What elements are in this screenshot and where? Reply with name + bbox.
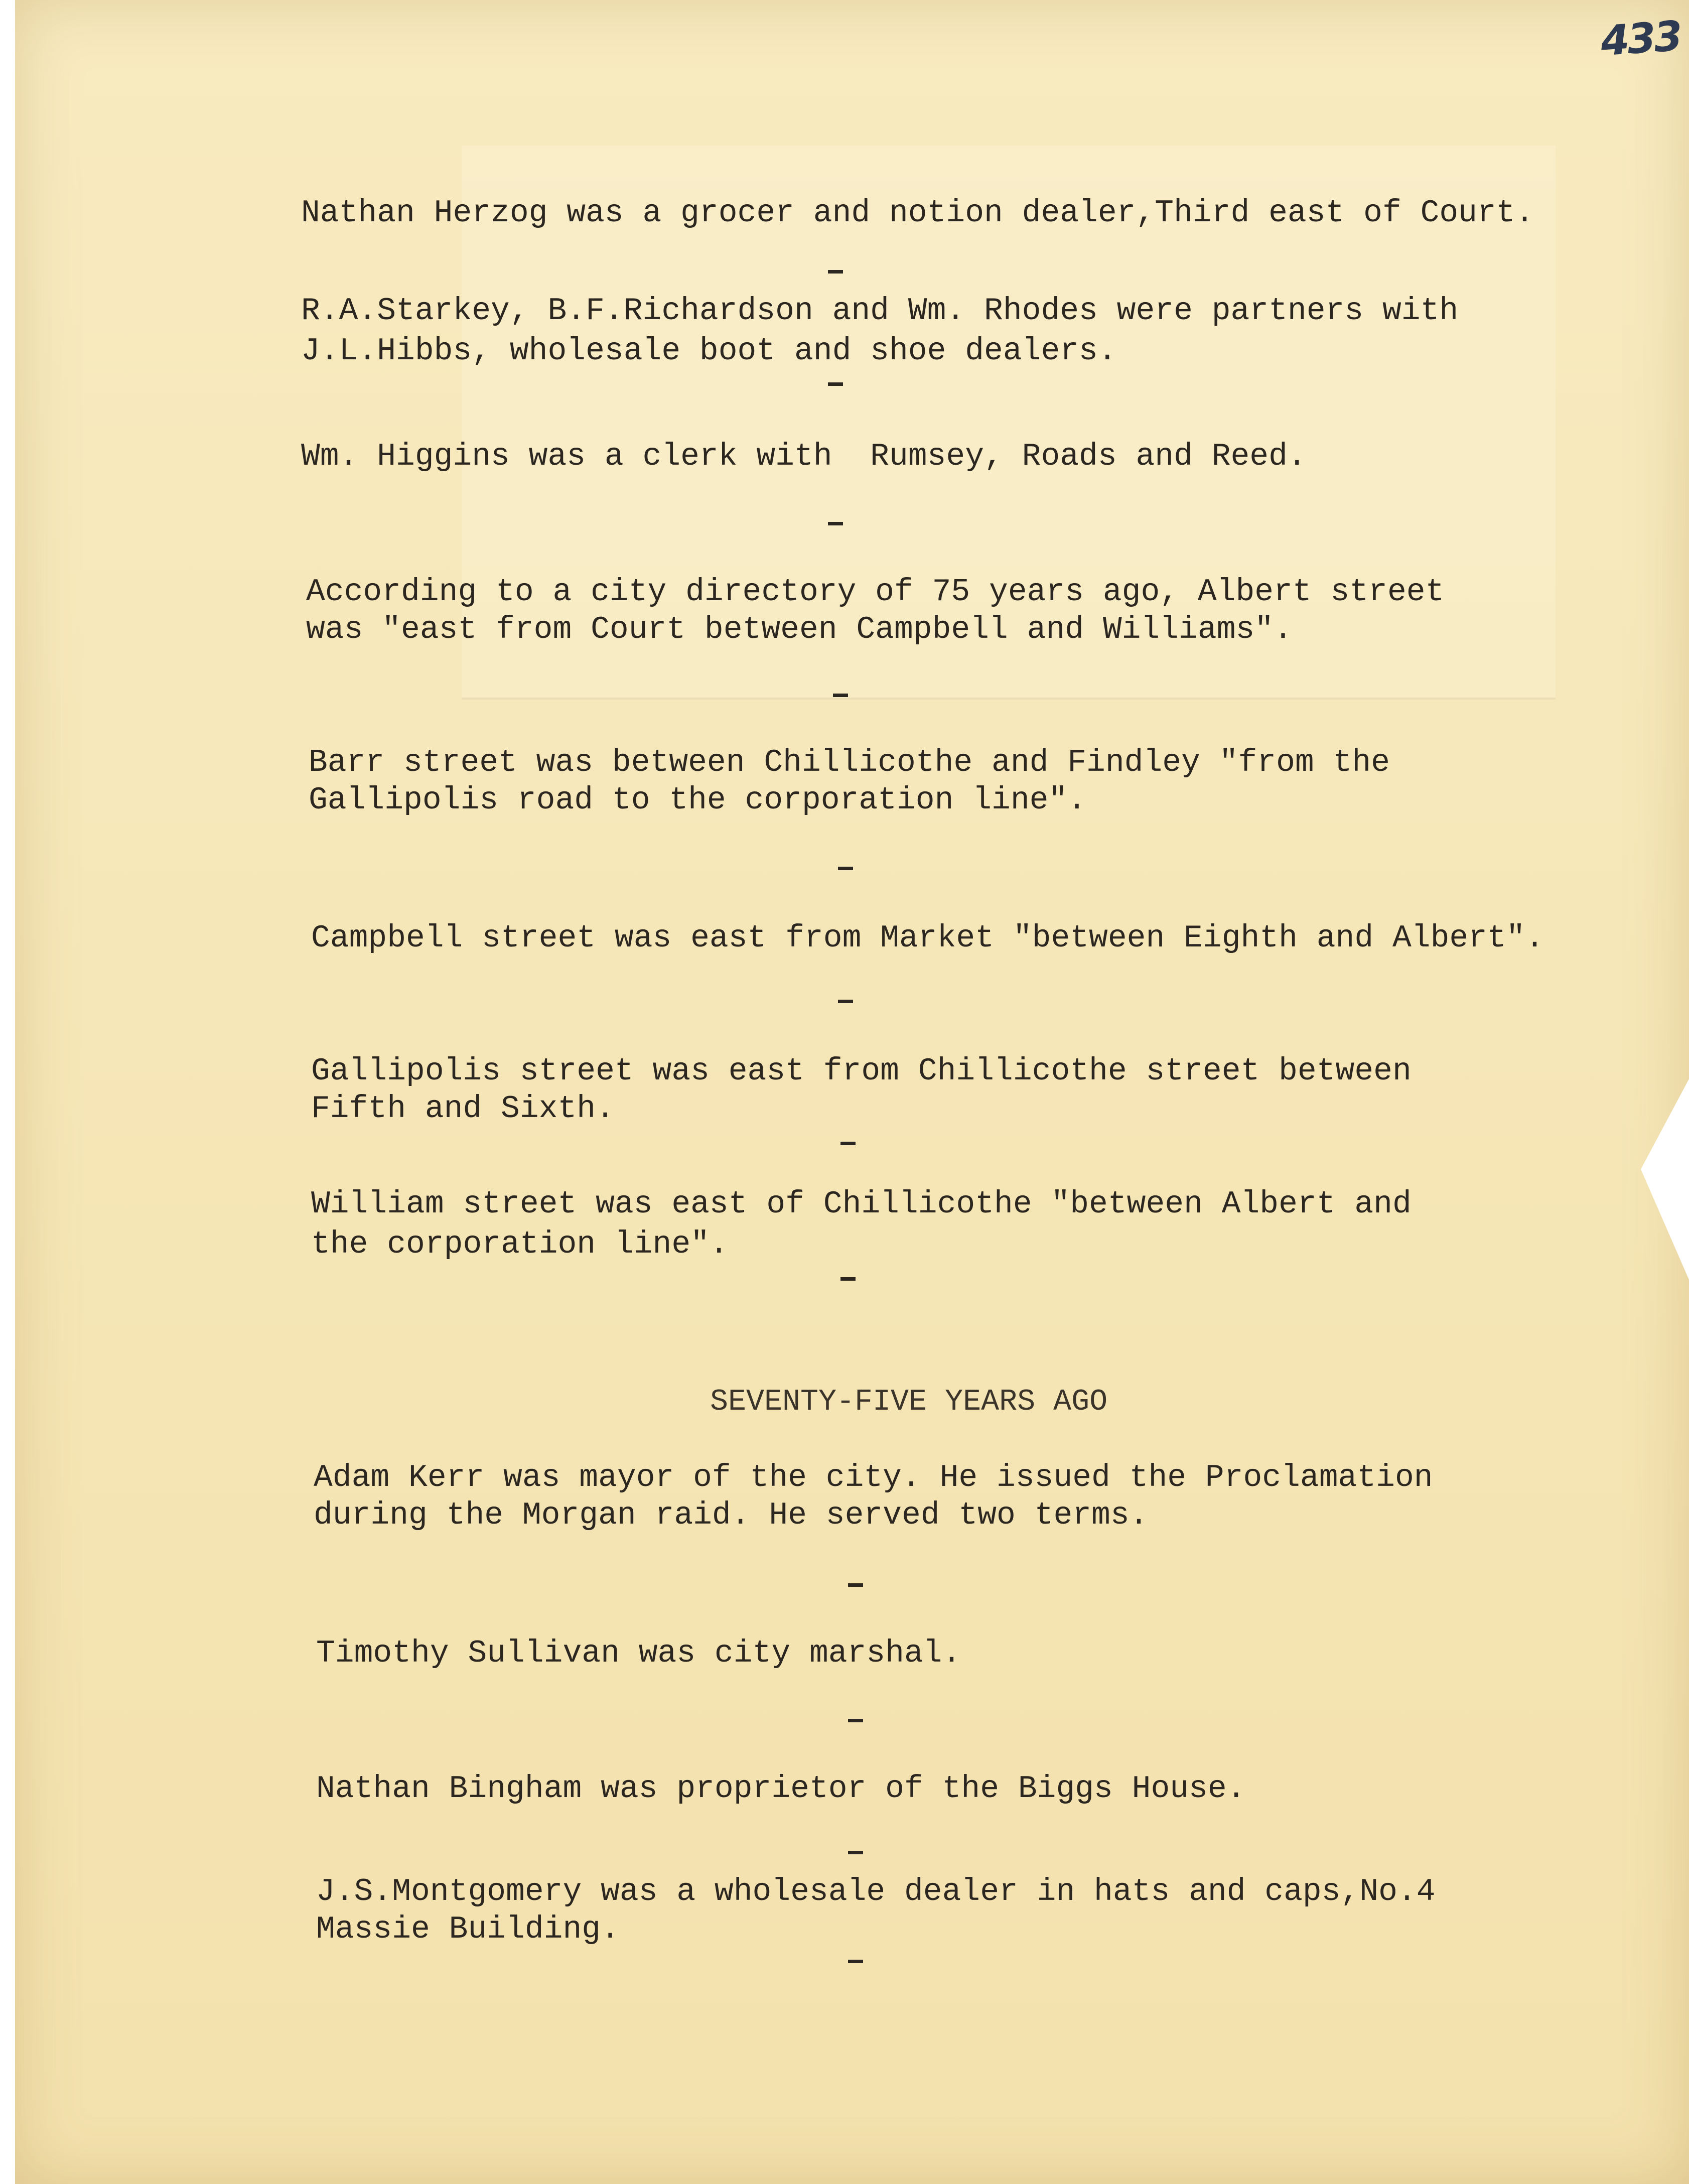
separator-dash (833, 694, 848, 697)
entry-gallipolis-street-line-1: Gallipolis street was east from Chillicothe street between (311, 1053, 1412, 1089)
section-heading: SEVENTY-FIVE YEARS AGO (710, 1385, 1108, 1419)
entry-montgomery-line-2: Massie Building. (316, 1912, 620, 1947)
entry-montgomery-line-1: J.S.Montgomery was a wholesale dealer in hats and caps,No.4 (316, 1874, 1436, 1909)
entry-starkey-line-1: R.A.Starkey, B.F.Richardson and Wm. Rhodes were partners with (301, 293, 1459, 329)
entry-kerr-line-1: Adam Kerr was mayor of the city. He issued the Proclamation (314, 1460, 1433, 1495)
separator-dash (828, 270, 843, 274)
torn-edge (1641, 1079, 1689, 1280)
entry-sullivan-line-1: Timothy Sullivan was city marshal. (316, 1635, 961, 1671)
separator-dash (848, 1719, 863, 1722)
entry-higgins-line-1: Wm. Higgins was a clerk with Rumsey, Roads and Reed. (301, 439, 1307, 474)
separator-dash (848, 1583, 863, 1587)
entry-bingham-line-1: Nathan Bingham was proprietor of the Biggs House. (316, 1771, 1246, 1807)
entry-barr-street-line-1: Barr street was between Chillicothe and Findley "from the (309, 745, 1390, 780)
entry-herzog-line-1: Nathan Herzog was a grocer and notion dealer,Third east of Court. (301, 195, 1534, 231)
separator-dash (840, 1142, 856, 1145)
page-number: 433 (1599, 12, 1682, 66)
separator-dash (848, 1960, 863, 1963)
entry-kerr-line-2: during the Morgan raid. He served two terms. (314, 1497, 1149, 1533)
document-page (15, 0, 1689, 2184)
separator-dash (840, 1277, 856, 1281)
entry-barr-street-line-2: Gallipolis road to the corporation line". (309, 782, 1087, 818)
entry-albert-street-line-1: According to a city directory of 75 years ago, Albert street (306, 574, 1445, 610)
entry-albert-street-line-2: was "east from Court between Campbell and Williams". (306, 612, 1293, 647)
separator-dash (828, 522, 843, 525)
entry-william-street-line-2: the corporation line". (311, 1226, 729, 1262)
entry-campbell-street-line-1: Campbell street was east from Market "between Eighth and Albert". (311, 920, 1544, 956)
separator-dash (828, 382, 843, 386)
entry-william-street-line-1: William street was east of Chillicothe "between Albert and (311, 1186, 1412, 1222)
separator-dash (848, 1851, 863, 1854)
entry-starkey-line-2: J.L.Hibbs, wholesale boot and shoe dealers. (301, 333, 1117, 369)
separator-dash (838, 867, 853, 870)
entry-gallipolis-street-line-2: Fifth and Sixth. (311, 1091, 615, 1127)
separator-dash (838, 1000, 853, 1003)
